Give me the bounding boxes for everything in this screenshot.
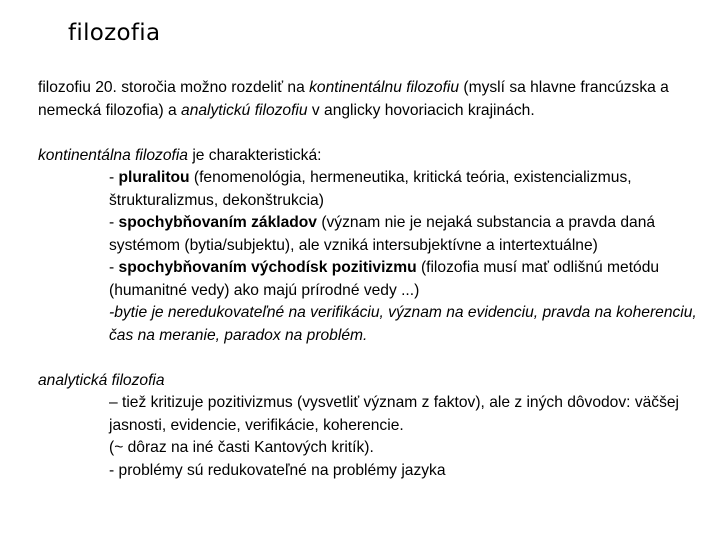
item-bold: spochybňovaním východísk pozitivizmu: [118, 259, 417, 276]
item-text: (filozofia musí mať odlišnú metódu (humanitné vedy) ako majú prírodné vedy ...): [109, 259, 660, 299]
term-continental: kontinentálnu filozofiu: [309, 79, 460, 96]
slide-title: filozofia: [68, 20, 161, 46]
continental-item-foundations: [38, 212, 702, 257]
intro-text-2: (myslí sa hlavne francúzska a nemecká filozofia) a: [38, 79, 669, 119]
continental-item-plurality: [38, 167, 702, 212]
spacer: [38, 347, 702, 370]
spacer: [38, 122, 702, 145]
item-bold: pluralitou: [118, 169, 190, 186]
continental-heading-term: kontinentálna filozofia: [38, 146, 188, 164]
continental-heading: [38, 145, 702, 168]
continental-section: [38, 145, 702, 348]
item-dash: -: [109, 169, 119, 186]
intro-text-3: v anglicky hovoriacich krajinách.: [307, 101, 535, 119]
item-italic-text: -bytie je neredukovateľné na verifikáciu, význam na evidenciu, pravda na koherenciu, čas na meranie, paradox na problém.: [109, 304, 697, 344]
item-bold: spochybňovaním základov: [118, 214, 317, 231]
slide-body: [38, 77, 702, 482]
item-text: (fenomenológia, hermeneutika, kritická teória, existencializmus, štrukturalizmus, dekonštrukcia): [109, 169, 632, 209]
intro-paragraph: [38, 77, 702, 122]
analytic-line-critique: – tiež kritizuje pozitivizmus (vysvetliť význam z faktov), ale z iných dôvodov: väčšej jasnosti, evidencie, verifikácie, koherencie.: [109, 394, 680, 434]
analytic-heading-term: analytická filozofia: [38, 371, 165, 389]
analytic-line-kant: (~ dôraz na iné časti Kantových kritík).: [109, 439, 374, 456]
continental-item-being: [38, 302, 702, 347]
analytic-heading: [38, 370, 702, 393]
continental-item-positivism: [38, 257, 702, 302]
item-dash: -: [109, 214, 119, 231]
analytic-section: [38, 370, 702, 483]
intro-text-1: filozofiu 20. storočia možno rozdeliť na: [38, 79, 310, 96]
analytic-line-language: - problémy sú redukovateľné na problémy jazyka: [109, 461, 446, 479]
item-dash: -: [109, 259, 119, 276]
term-analytic: analytickú filozofiu: [181, 101, 308, 119]
continental-heading-suffix: je charakteristická:: [187, 146, 322, 164]
item-text: (význam nie je nejaká substancia a pravda daná systémom (bytia/subjektu), ale vzniká intersubjektívne a intertextuálne): [109, 214, 656, 254]
